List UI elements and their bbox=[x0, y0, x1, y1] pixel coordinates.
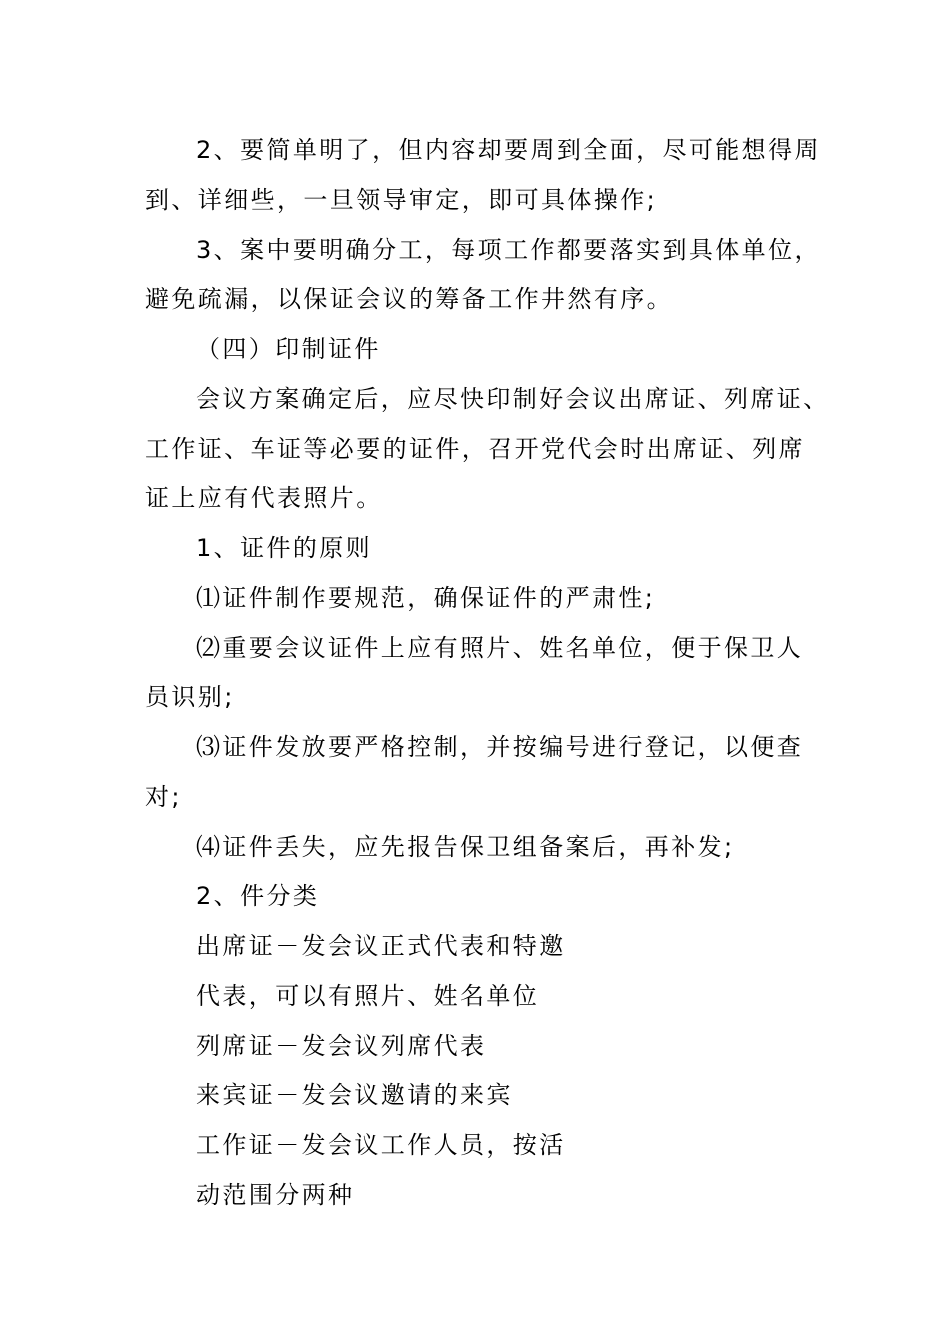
category-line-1: 出席证－发会议正式代表和特邀 bbox=[196, 932, 566, 960]
category-line-6: 动范围分两种 bbox=[196, 1181, 355, 1209]
list-item-2: ⑵重要会议证件上应有照片、姓名单位，便于保卫人 bbox=[196, 634, 804, 662]
list-item-3: ⑶证件发放要严格控制，并按编号进行登记，以便查 bbox=[196, 733, 804, 761]
list-item-4: ⑷证件丢失，应先报告保卫组备案后，再补发; bbox=[196, 833, 735, 861]
paragraph-line-3: 3、案中要明确分工，每项工作都要落实到具体单位， bbox=[196, 236, 821, 264]
category-line-2: 代表，可以有照片、姓名单位 bbox=[196, 982, 540, 1010]
paragraph-line-1: 2、要简单明了，但内容却要周到全面，尽可能想得周 bbox=[196, 136, 821, 164]
subheading-principles: 1、证件的原则 bbox=[196, 534, 373, 562]
category-line-5: 工作证－发会议工作人员，按活 bbox=[196, 1131, 566, 1159]
section-heading: （四）印制证件 bbox=[196, 335, 381, 363]
list-item-2-cont: 员识别; bbox=[145, 683, 235, 711]
list-item-3-cont: 对; bbox=[145, 783, 182, 811]
list-item-1: ⑴证件制作要规范，确保证件的严肃性; bbox=[196, 584, 656, 612]
paragraph-line-4: 避免疏漏，以保证会议的筹备工作井然有序。 bbox=[145, 285, 673, 313]
paragraph-line-8: 证上应有代表照片。 bbox=[145, 484, 383, 512]
category-line-3: 列席证－发会议列席代表 bbox=[196, 1032, 487, 1060]
category-line-4: 来宾证－发会议邀请的来宾 bbox=[196, 1081, 513, 1109]
paragraph-line-6: 会议方案确定后，应尽快印制好会议出席证、列席证、 bbox=[196, 385, 830, 413]
subheading-categories: 2、件分类 bbox=[196, 882, 320, 910]
paragraph-line-7: 工作证、车证等必要的证件，召开党代会时出席证、列席 bbox=[145, 435, 805, 463]
paragraph-line-2: 到、详细些，一旦领导审定，即可具体操作; bbox=[145, 186, 658, 214]
